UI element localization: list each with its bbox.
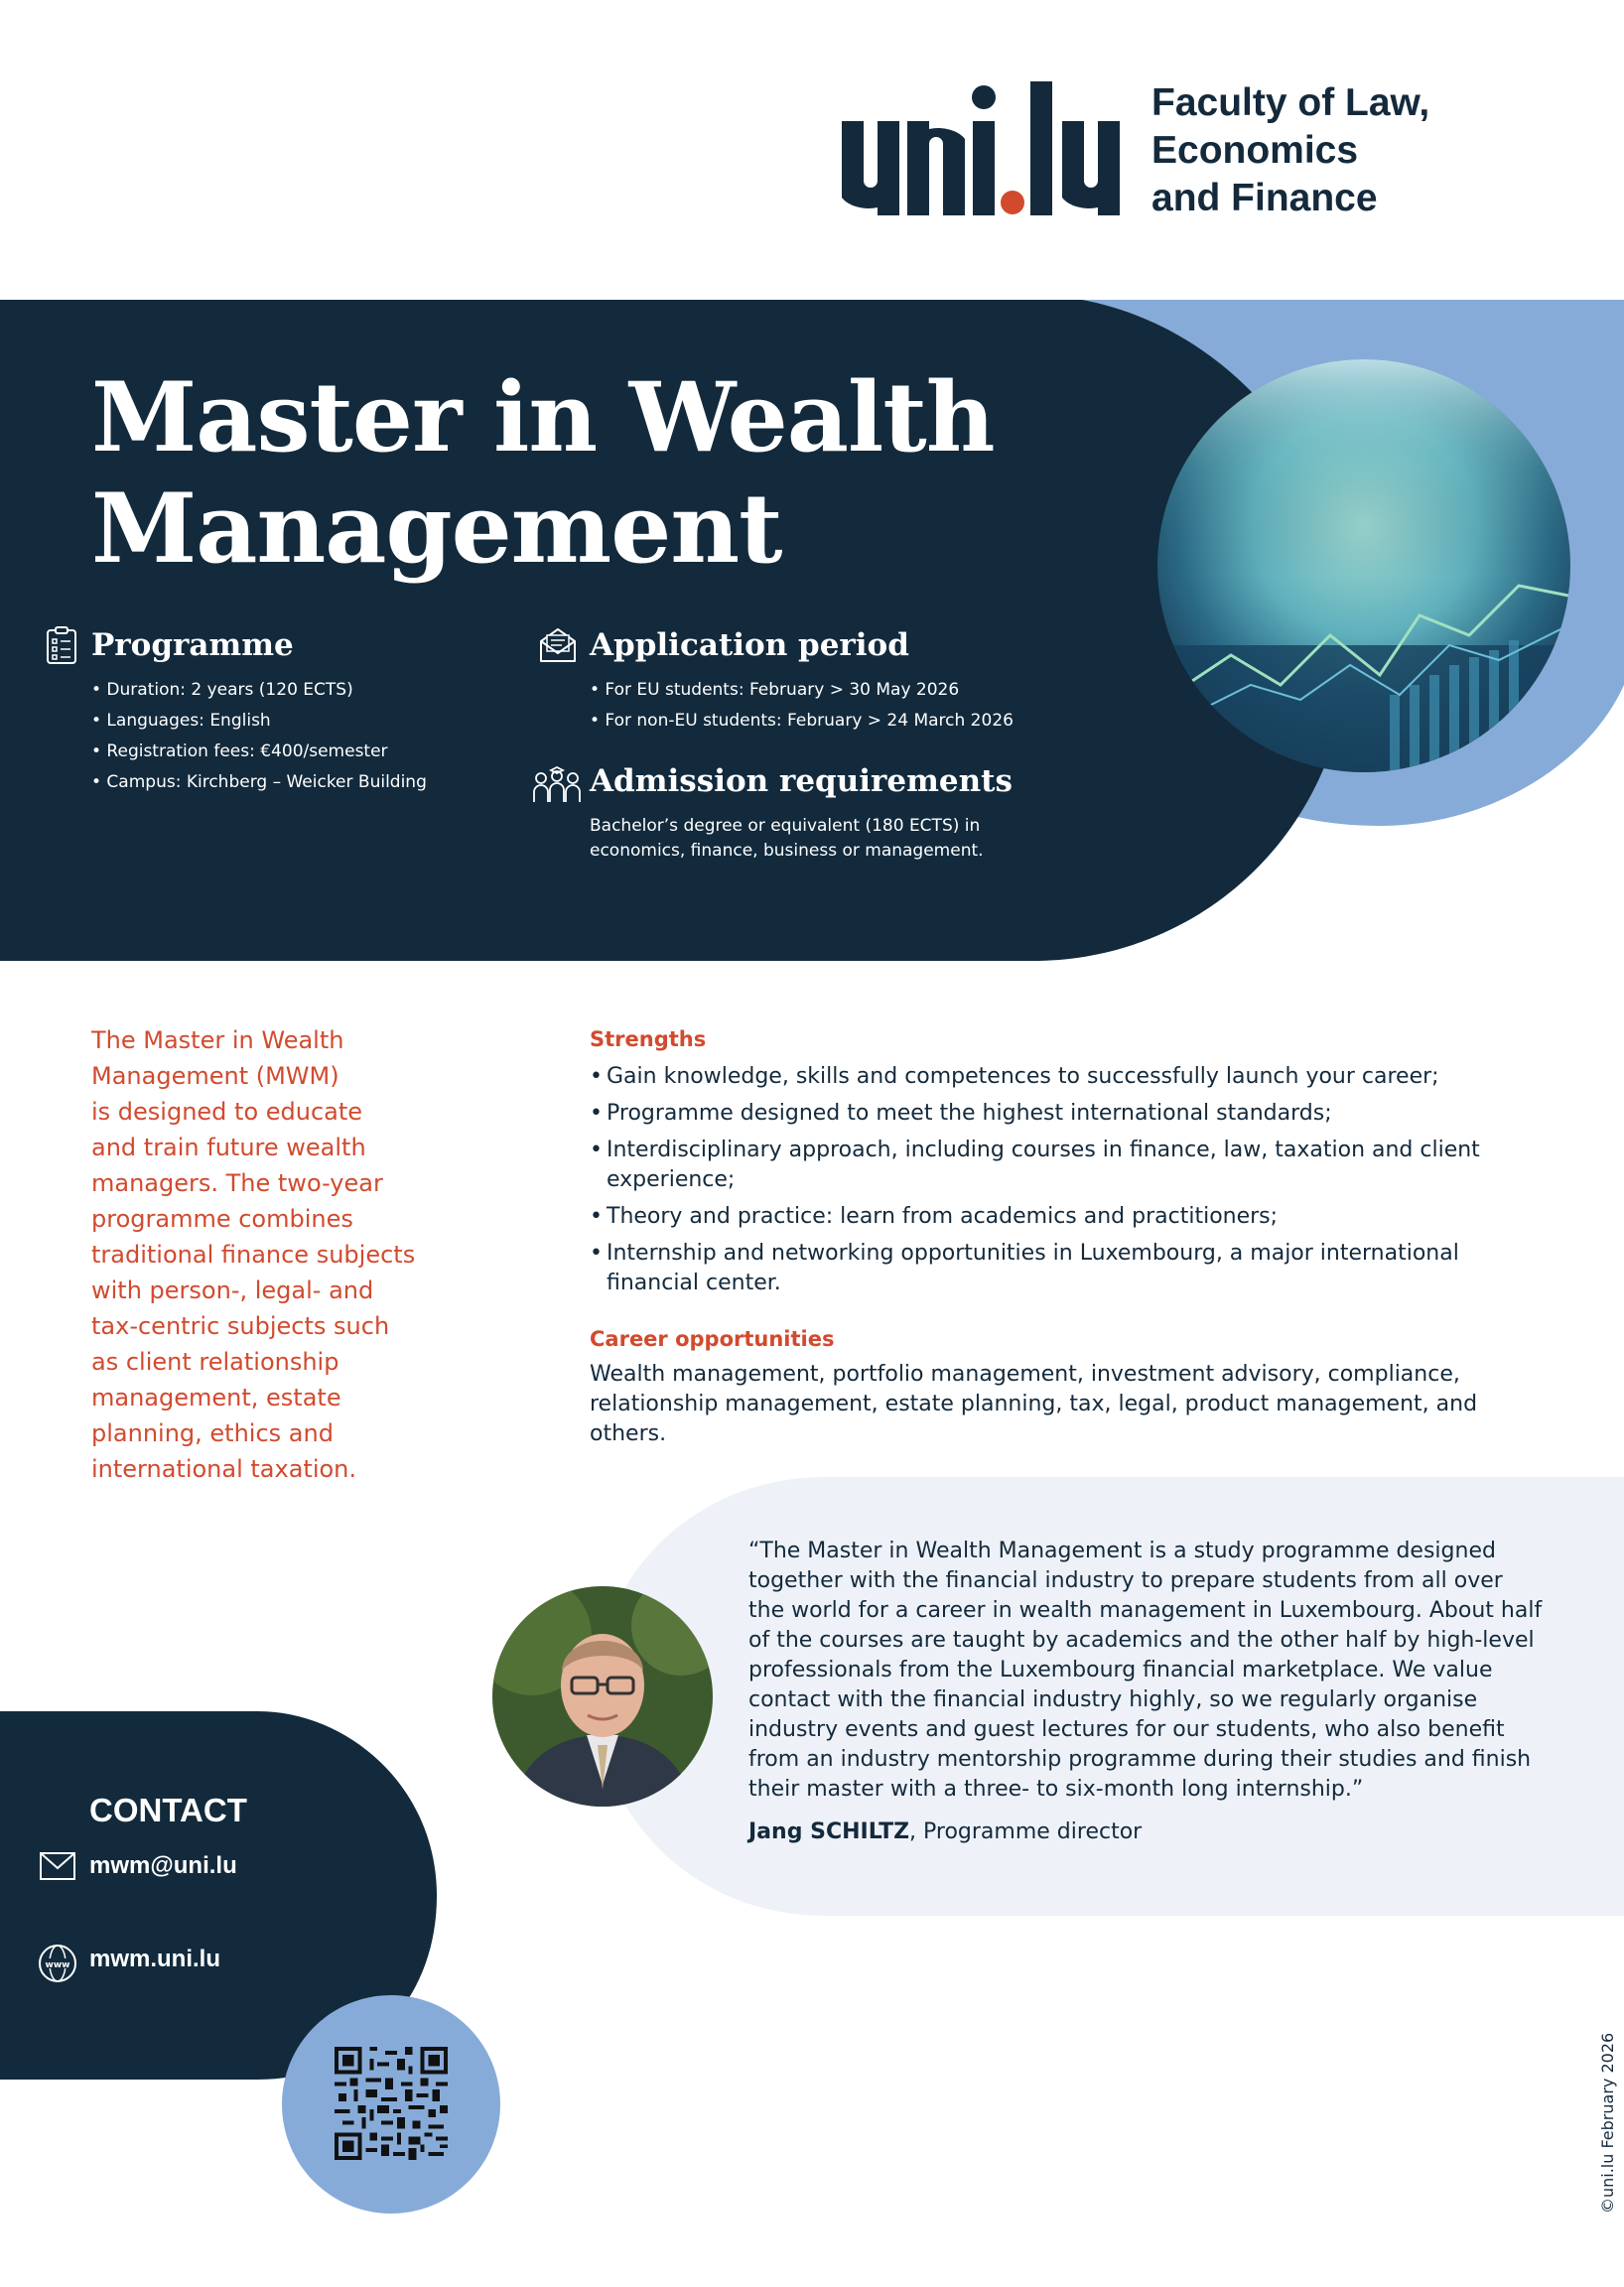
faculty-line: Economics xyxy=(1151,129,1359,172)
strengths-list xyxy=(590,1062,1513,1305)
contact-website-link[interactable]: mwm.uni.lu xyxy=(89,1946,220,1972)
clipboard-checklist-icon xyxy=(42,625,81,665)
list-item: • Internship and networking opportunities in Luxembourg, a major international financial center. xyxy=(590,1239,1480,1298)
intro-line: programme combines xyxy=(91,1205,353,1233)
intro-line: and train future wealth xyxy=(91,1134,366,1161)
intro-line: planning, ethics and xyxy=(91,1419,334,1447)
director-portrait xyxy=(492,1586,713,1807)
admission-line: Bachelor’s degree or equivalent (180 ECTS) in xyxy=(590,816,981,836)
list-item: • Theory and practice: learn from academics and practitioners; xyxy=(590,1202,1513,1232)
list-item: • Gain knowledge, skills and competences to successfully launch your career; xyxy=(590,1062,1513,1092)
author-name: Jang SCHILTZ xyxy=(748,1819,910,1844)
admission-line: economics, finance, business or management. xyxy=(590,841,984,861)
graduates-group-icon xyxy=(532,764,582,804)
author-role: , Programme director xyxy=(909,1819,1143,1844)
intro-line: international taxation. xyxy=(91,1455,357,1483)
faculty-line: Faculty of Law, xyxy=(1151,81,1430,124)
contact-heading: CONTACT xyxy=(89,1792,247,1828)
qr-code[interactable] xyxy=(335,2047,448,2160)
testimonial-quote: “The Master in Wealth Management is a study programme designed together with the financial industry to prepare students from all over the world for a career in wealth management in Luxembourg. About half of the courses are taught by academics and the other half by high-level professionals from the Luxembourg financial marketplace. We value contact with the financial industry highly, so we regularly organise industry events and guest lectures for our students, who also benefit from an industry mentorship programme during their studies and finish their master with a three- to six-month long internship.” xyxy=(748,1539,1543,1802)
application-item: • For non-EU students: February > 24 March 2026 xyxy=(590,711,1014,731)
intro-line: as client relationship xyxy=(91,1348,339,1376)
list-item: • Interdisciplinary approach, including courses in finance, law, taxation and client experience; xyxy=(590,1136,1480,1195)
application-item: • For EU students: February > 30 May 2026 xyxy=(590,680,960,700)
unilu-logo xyxy=(842,81,1130,215)
intro-line: with person-, legal- and xyxy=(91,1277,374,1304)
svg-text:www: www xyxy=(45,1960,70,1970)
programme-item: • Campus: Kirchberg – Weicker Building xyxy=(91,772,427,792)
globe-www-icon xyxy=(38,1944,77,1983)
admission-text xyxy=(590,814,984,864)
intro-text xyxy=(91,1022,449,1487)
faculty-line: and Finance xyxy=(1151,177,1378,219)
application-heading: Application period xyxy=(590,627,909,663)
intro-line: The Master in Wealth xyxy=(91,1026,344,1054)
intro-line: Management (MWM) xyxy=(91,1062,339,1090)
intro-line: management, estate xyxy=(91,1384,341,1412)
programme-item: • Languages: English xyxy=(91,711,271,731)
intro-line: traditional finance subjects xyxy=(91,1241,416,1269)
career-text: Wealth management, portfolio management, investment advisory, compliance, relationship management, estate planning, tax, legal, product management, and others. xyxy=(590,1362,1478,1446)
contact-email-link[interactable]: mwm@uni.lu xyxy=(89,1852,237,1879)
programme-heading: Programme xyxy=(91,627,294,663)
page-title xyxy=(91,362,1084,585)
email-icon xyxy=(40,1852,75,1880)
application-list xyxy=(590,675,1014,737)
faculty-name xyxy=(1151,79,1429,222)
list-item: • Programme designed to meet the highest international standards; xyxy=(590,1099,1513,1129)
contact-background xyxy=(0,1687,516,2283)
career-heading: Career opportunities xyxy=(590,1327,835,1351)
envelope-open-icon xyxy=(538,625,578,665)
intro-line: is designed to educate xyxy=(91,1098,363,1126)
programme-item: • Duration: 2 years (120 ECTS) xyxy=(91,680,353,700)
intro-line: tax-centric subjects such xyxy=(91,1312,390,1340)
copyright-notice: ©uni.lu February 2026 xyxy=(1598,2032,1617,2214)
title-line: Master in Wealth xyxy=(91,361,995,473)
admission-heading: Admission requirements xyxy=(590,763,1013,799)
programme-item: • Registration fees: €400/semester xyxy=(91,741,388,761)
strengths-heading: Strengths xyxy=(590,1027,707,1051)
programme-list xyxy=(91,675,427,798)
testimonial-author xyxy=(748,1819,1142,1844)
title-line: Management xyxy=(91,472,782,585)
intro-line: managers. The two-year xyxy=(91,1169,383,1197)
